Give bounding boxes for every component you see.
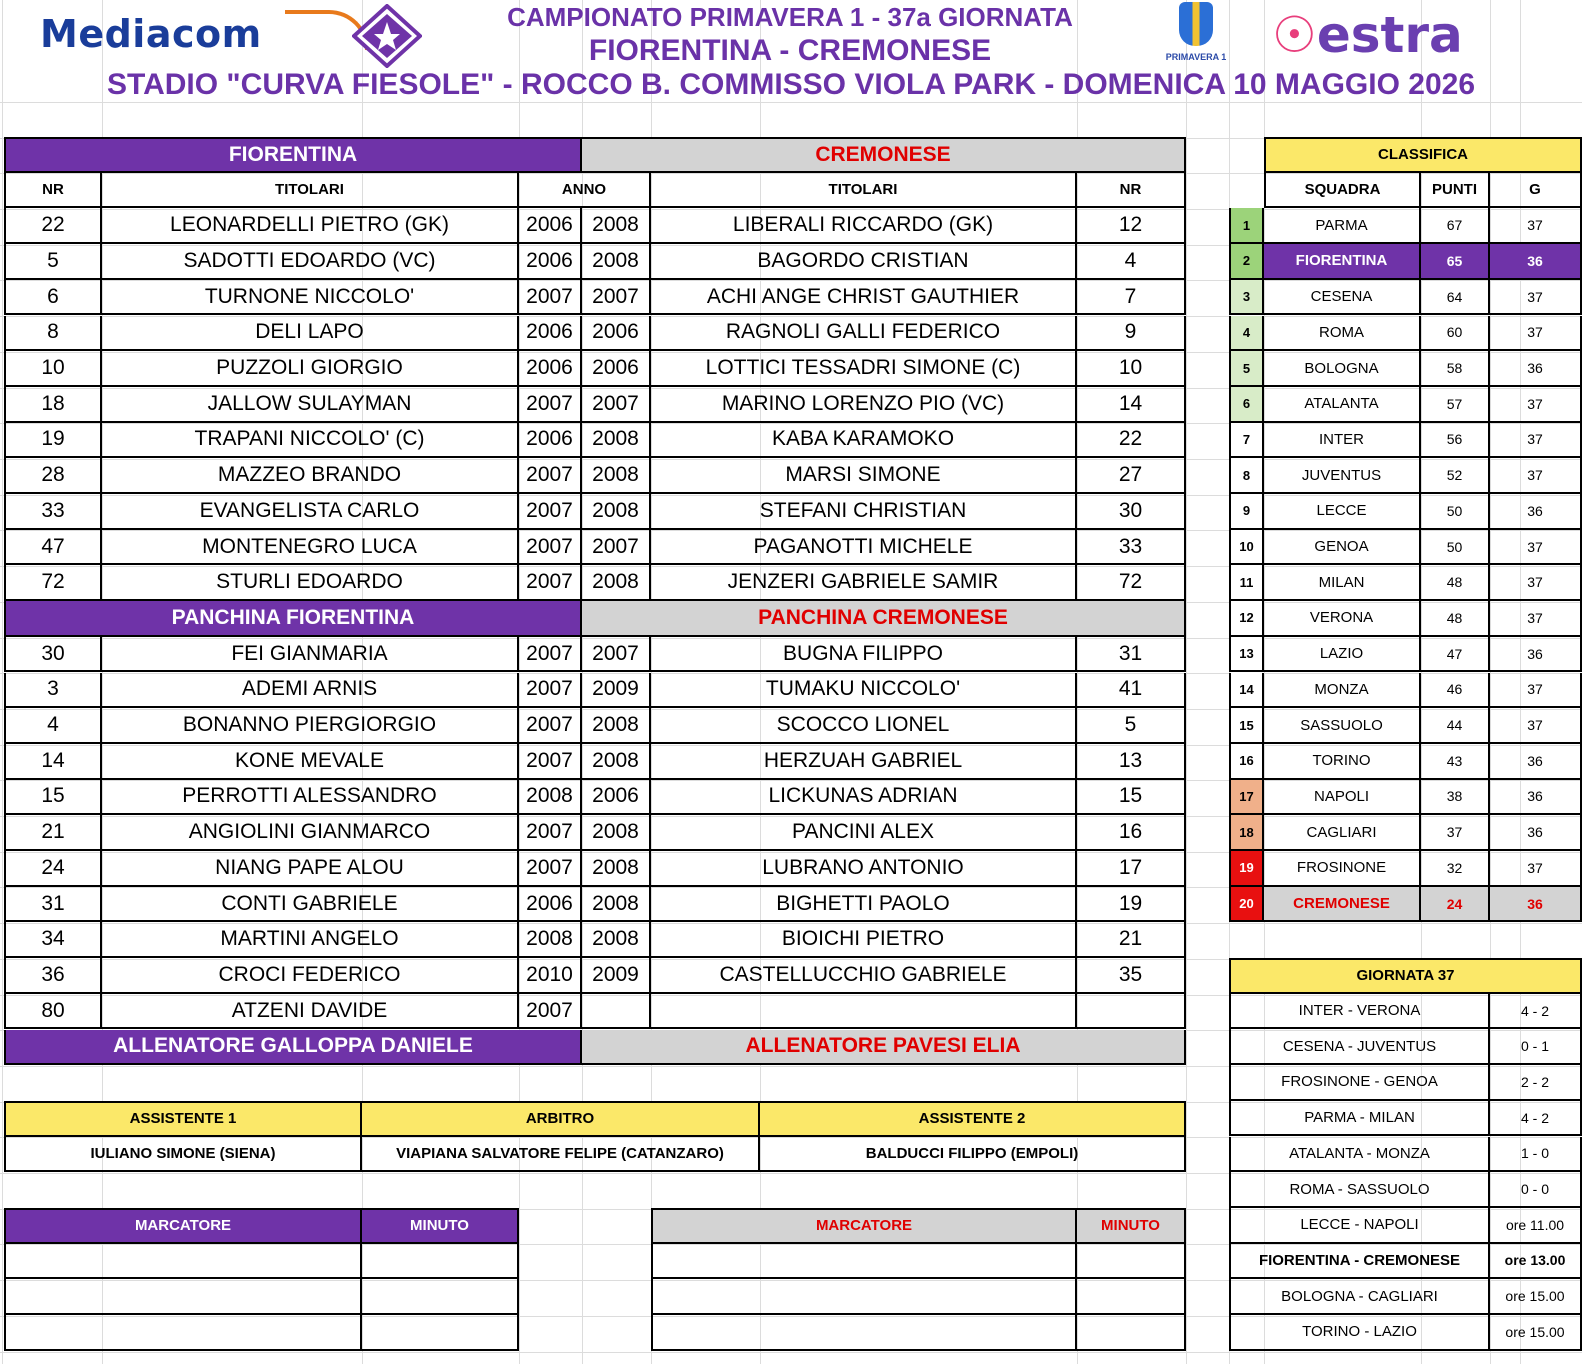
standings-games: 37 [1490, 601, 1582, 637]
standings-position: 15 [1229, 708, 1264, 744]
home-player-name: PERROTTI ALESSANDRO [102, 780, 519, 816]
home-player-year: 2006 [519, 423, 582, 459]
standings-team: SASSUOLO [1264, 708, 1421, 744]
home-player-name: MONTENEGRO LUCA [102, 530, 519, 566]
home-player-year: 2007 [519, 494, 582, 530]
standings-points: 48 [1421, 565, 1490, 601]
away-player-name: SCOCCO LIONEL [651, 708, 1077, 744]
away-player-name: BUGNA FILIPPO [651, 637, 1077, 673]
home-player-number: 47 [4, 530, 102, 566]
home-player-year: 2006 [519, 351, 582, 387]
away-player-name [651, 994, 1077, 1030]
standings-points: 58 [1421, 351, 1490, 387]
away-player-year [582, 994, 651, 1030]
home-player-name: BONANNO PIERGIORGIO [102, 708, 519, 744]
home-player-year: 2007 [519, 744, 582, 780]
standings-team: JUVENTUS [1264, 458, 1421, 494]
standings-position: 16 [1229, 744, 1264, 780]
fixture-result: 0 - 0 [1490, 1172, 1582, 1208]
home-player-name: ANGIOLINI GIANMARCO [102, 815, 519, 851]
standings-games: 37 [1490, 530, 1582, 566]
home-player-number: 10 [4, 351, 102, 387]
standings-team: BOLOGNA [1264, 351, 1421, 387]
standings-position: 1 [1229, 208, 1264, 244]
fixture-match: PARMA - MILAN [1229, 1101, 1490, 1137]
fixture-result: 0 - 1 [1490, 1029, 1582, 1065]
header-championship: CAMPIONATO PRIMAVERA 1 - 37a GIORNATA [507, 2, 1073, 32]
standings-points: 65 [1421, 244, 1490, 280]
fixture-result: 2 - 2 [1490, 1065, 1582, 1101]
standings-position: 13 [1229, 637, 1264, 673]
away-player-name: BAGORDO CRISTIAN [651, 244, 1077, 280]
standings-position: 9 [1229, 494, 1264, 530]
col-nr-away: NR [1077, 173, 1186, 209]
away-player-year: 2008 [582, 208, 651, 244]
standings-team: VERONA [1264, 601, 1421, 637]
away-player-number: 7 [1077, 280, 1186, 316]
fixture-result: 1 - 0 [1490, 1137, 1582, 1173]
away-player-number: 41 [1077, 673, 1186, 709]
away-player-number: 15 [1077, 780, 1186, 816]
home-player-year: 2007 [519, 387, 582, 423]
fixture-match: CESENA - JUVENTUS [1229, 1029, 1490, 1065]
home-player-number: 6 [4, 280, 102, 316]
standings-games: 36 [1490, 744, 1582, 780]
home-player-name: ADEMI ARNIS [102, 673, 519, 709]
away-player-year: 2007 [582, 637, 651, 673]
standings-col-points: PUNTI [1421, 173, 1490, 209]
fixture-result: ore 15.00 [1490, 1315, 1582, 1351]
home-player-year: 2006 [519, 244, 582, 280]
away-player-number: 30 [1077, 494, 1186, 530]
away-player-year: 2008 [582, 458, 651, 494]
standings-team: MONZA [1264, 673, 1421, 709]
referee-name: VIAPIANA SALVATORE FELIPE (CATANZARO) [362, 1137, 760, 1173]
col-anno: ANNO [519, 173, 651, 209]
away-scorer-slot [651, 1244, 1077, 1280]
home-scorer-slot [4, 1244, 362, 1280]
standings-position: 5 [1229, 351, 1264, 387]
standings-position: 20 [1229, 887, 1264, 923]
away-player-number: 31 [1077, 637, 1186, 673]
fixtures-title: GIORNATA 37 [1229, 958, 1582, 994]
fixture-match: ATALANTA - MONZA [1229, 1137, 1490, 1173]
away-player-name: MARINO LORENZO PIO (VC) [651, 387, 1077, 423]
standings-points: 47 [1421, 637, 1490, 673]
standings-position: 8 [1229, 458, 1264, 494]
home-player-name: MAZZEO BRANDO [102, 458, 519, 494]
assistant1-name: IULIANO SIMONE (SIENA) [4, 1137, 362, 1173]
home-scorer-header: MARCATORE [4, 1208, 362, 1244]
standings-games: 37 [1490, 851, 1582, 887]
standings-games: 37 [1490, 316, 1582, 352]
away-team-header: CREMONESE [582, 137, 1186, 173]
fixture-match: FIORENTINA - CREMONESE [1229, 1244, 1490, 1280]
standings-points: 38 [1421, 780, 1490, 816]
away-player-name: LUBRANO ANTONIO [651, 851, 1077, 887]
standings-team: FIORENTINA [1264, 244, 1421, 280]
home-scorer-slot [4, 1315, 362, 1351]
away-minute-slot [1077, 1244, 1186, 1280]
home-player-year: 2010 [519, 958, 582, 994]
standings-points: 37 [1421, 815, 1490, 851]
fixture-result: 4 - 2 [1490, 994, 1582, 1030]
assistant2-label: ASSISTENTE 2 [760, 1101, 1186, 1137]
standings-points: 57 [1421, 387, 1490, 423]
home-player-number: 31 [4, 887, 102, 923]
home-player-year: 2006 [519, 316, 582, 352]
home-player-number: 21 [4, 815, 102, 851]
primavera-cup-icon: PRIMAVERA 1 [1165, 0, 1227, 68]
home-player-number: 3 [4, 673, 102, 709]
home-player-number: 4 [4, 708, 102, 744]
home-player-year: 2007 [519, 851, 582, 887]
away-player-name: BIGHETTI PAOLO [651, 887, 1077, 923]
away-player-year: 2009 [582, 673, 651, 709]
standings-games: 36 [1490, 494, 1582, 530]
away-player-number: 72 [1077, 565, 1186, 601]
home-player-year: 2007 [519, 530, 582, 566]
standings-games: 36 [1490, 815, 1582, 851]
header-match: FIORENTINA - CREMONESE [588, 34, 992, 67]
away-minute-header: MINUTO [1077, 1208, 1186, 1244]
standings-games: 37 [1490, 673, 1582, 709]
away-player-number: 14 [1077, 387, 1186, 423]
home-player-year: 2007 [519, 565, 582, 601]
away-player-name: KABA KARAMOKO [651, 423, 1077, 459]
standings-position: 17 [1229, 780, 1264, 816]
home-player-name: LEONARDELLI PIETRO (GK) [102, 208, 519, 244]
standings-games: 37 [1490, 565, 1582, 601]
standings-team: CAGLIARI [1264, 815, 1421, 851]
away-player-year: 2006 [582, 351, 651, 387]
assistant1-label: ASSISTENTE 1 [4, 1101, 362, 1137]
standings-position: 18 [1229, 815, 1264, 851]
home-minute-slot [362, 1279, 519, 1315]
standings-games: 36 [1490, 637, 1582, 673]
away-bench-header: PANCHINA CREMONESE [582, 601, 1186, 637]
home-player-year: 2007 [519, 458, 582, 494]
home-scorer-slot [4, 1279, 362, 1315]
away-player-number: 16 [1077, 815, 1186, 851]
home-player-year: 2007 [519, 708, 582, 744]
home-player-number: 5 [4, 244, 102, 280]
standings-games: 37 [1490, 423, 1582, 459]
away-scorer-header: MARCATORE [651, 1208, 1077, 1244]
away-player-year: 2007 [582, 530, 651, 566]
away-player-year: 2006 [582, 780, 651, 816]
home-player-name: CROCI FEDERICO [102, 958, 519, 994]
home-coach: ALLENATORE GALLOPPA DANIELE [4, 1030, 582, 1066]
standings-team: MILAN [1264, 565, 1421, 601]
standings-team: PARMA [1264, 208, 1421, 244]
standings-games: 36 [1490, 351, 1582, 387]
away-player-year: 2006 [582, 316, 651, 352]
away-player-number: 10 [1077, 351, 1186, 387]
standings-games: 37 [1490, 208, 1582, 244]
away-player-name: HERZUAH GABRIEL [651, 744, 1077, 780]
away-player-year: 2008 [582, 887, 651, 923]
standings-position: 11 [1229, 565, 1264, 601]
standings-position: 3 [1229, 280, 1264, 316]
header-venue: STADIO "CURVA FIESOLE" - ROCCO B. COMMISSO VIOLA PARK - DOMENICA 10 MAGGIO 2026 [106, 68, 1476, 101]
standings-games: 37 [1490, 458, 1582, 494]
home-player-number: 72 [4, 565, 102, 601]
standings-points: 50 [1421, 530, 1490, 566]
standings-points: 44 [1421, 708, 1490, 744]
fixture-result: 4 - 2 [1490, 1101, 1582, 1137]
home-player-number: 24 [4, 851, 102, 887]
standings-team: NAPOLI [1264, 780, 1421, 816]
home-player-year: 2007 [519, 280, 582, 316]
away-player-number: 19 [1077, 887, 1186, 923]
away-scorer-slot [651, 1315, 1077, 1351]
standings-points: 64 [1421, 280, 1490, 316]
away-player-name: PAGANOTTI MICHELE [651, 530, 1077, 566]
fixture-result: ore 11.00 [1490, 1208, 1582, 1244]
away-player-name: LIBERALI RICCARDO (GK) [651, 208, 1077, 244]
standings-position: 12 [1229, 601, 1264, 637]
home-player-name: DELI LAPO [102, 316, 519, 352]
away-player-year: 2007 [582, 280, 651, 316]
standings-games: 37 [1490, 387, 1582, 423]
standings-col-games: G [1490, 173, 1582, 209]
standings-points: 52 [1421, 458, 1490, 494]
away-player-number: 12 [1077, 208, 1186, 244]
away-player-year: 2007 [582, 387, 651, 423]
away-player-number: 27 [1077, 458, 1186, 494]
home-player-number: 30 [4, 637, 102, 673]
standings-points: 24 [1421, 887, 1490, 923]
estra-logo: ☉estra [1272, 6, 1463, 64]
away-player-year: 2008 [582, 494, 651, 530]
standings-title: CLASSIFICA [1264, 137, 1582, 173]
away-player-name: RAGNOLI GALLI FEDERICO [651, 316, 1077, 352]
standings-team: FROSINONE [1264, 851, 1421, 887]
standings-points: 43 [1421, 744, 1490, 780]
fixture-result: ore 13.00 [1490, 1244, 1582, 1280]
home-player-number: 14 [4, 744, 102, 780]
home-player-year: 2008 [519, 922, 582, 958]
home-player-number: 15 [4, 780, 102, 816]
home-player-name: SADOTTI EDOARDO (VC) [102, 244, 519, 280]
home-player-name: CONTI GABRIELE [102, 887, 519, 923]
away-player-year: 2008 [582, 744, 651, 780]
col-nr-home: NR [4, 173, 102, 209]
assistant2-name: BALDUCCI FILIPPO (EMPOLI) [760, 1137, 1186, 1173]
standings-team: LAZIO [1264, 637, 1421, 673]
away-player-year: 2008 [582, 922, 651, 958]
home-player-year: 2007 [519, 994, 582, 1030]
standings-position: 10 [1229, 530, 1264, 566]
away-player-number: 9 [1077, 316, 1186, 352]
home-player-name: KONE MEVALE [102, 744, 519, 780]
away-player-name: ACHI ANGE CHRIST GAUTHIER [651, 280, 1077, 316]
home-player-year: 2006 [519, 208, 582, 244]
away-player-year: 2008 [582, 851, 651, 887]
fixture-match: INTER - VERONA [1229, 994, 1490, 1030]
away-player-number: 33 [1077, 530, 1186, 566]
standings-team: CESENA [1264, 280, 1421, 316]
standings-team: GENOA [1264, 530, 1421, 566]
home-minute-header: MINUTO [362, 1208, 519, 1244]
away-player-year: 2008 [582, 244, 651, 280]
away-player-year: 2008 [582, 423, 651, 459]
away-scorer-slot [651, 1279, 1077, 1315]
fixture-match: TORINO - LAZIO [1229, 1315, 1490, 1351]
standings-points: 60 [1421, 316, 1490, 352]
away-player-name: TUMAKU NICCOLO' [651, 673, 1077, 709]
home-player-name: TURNONE NICCOLO' [102, 280, 519, 316]
home-player-name: MARTINI ANGELO [102, 922, 519, 958]
away-player-name: LOTTICI TESSADRI SIMONE (C) [651, 351, 1077, 387]
home-player-number: 19 [4, 423, 102, 459]
standings-team: ATALANTA [1264, 387, 1421, 423]
standings-team: ROMA [1264, 316, 1421, 352]
fixture-match: FROSINONE - GENOA [1229, 1065, 1490, 1101]
away-player-number: 17 [1077, 851, 1186, 887]
fixture-match: ROMA - SASSUOLO [1229, 1172, 1490, 1208]
home-player-number: 18 [4, 387, 102, 423]
standings-games: 37 [1490, 708, 1582, 744]
home-player-number: 22 [4, 208, 102, 244]
standings-position: 6 [1229, 387, 1264, 423]
away-player-year: 2008 [582, 815, 651, 851]
away-player-year: 2008 [582, 708, 651, 744]
fiorentina-crest-icon [352, 4, 422, 68]
standings-games: 36 [1490, 780, 1582, 816]
home-player-name: FEI GIANMARIA [102, 637, 519, 673]
mediacom-logo: Mediacom [40, 12, 330, 56]
standings-games: 36 [1490, 887, 1582, 923]
away-player-number: 35 [1077, 958, 1186, 994]
home-player-year: 2006 [519, 887, 582, 923]
standings-points: 50 [1421, 494, 1490, 530]
standings-points: 56 [1421, 423, 1490, 459]
fixture-match: BOLOGNA - CAGLIARI [1229, 1279, 1490, 1315]
fixture-match: LECCE - NAPOLI [1229, 1208, 1490, 1244]
standings-position: 14 [1229, 673, 1264, 709]
standings-position: 2 [1229, 244, 1264, 280]
home-player-year: 2007 [519, 637, 582, 673]
home-player-number: 80 [4, 994, 102, 1030]
away-minute-slot [1077, 1279, 1186, 1315]
home-player-name: NIANG PAPE ALOU [102, 851, 519, 887]
home-minute-slot [362, 1315, 519, 1351]
home-player-name: PUZZOLI GIORGIO [102, 351, 519, 387]
away-player-name: CASTELLUCCHIO GABRIELE [651, 958, 1077, 994]
col-titolari-away: TITOLARI [651, 173, 1077, 209]
standings-team: LECCE [1264, 494, 1421, 530]
away-player-number: 13 [1077, 744, 1186, 780]
away-player-year: 2008 [582, 565, 651, 601]
standings-points: 32 [1421, 851, 1490, 887]
home-player-number: 34 [4, 922, 102, 958]
home-player-name: STURLI EDOARDO [102, 565, 519, 601]
away-player-name: MARSI SIMONE [651, 458, 1077, 494]
standings-position: 19 [1229, 851, 1264, 887]
away-player-number [1077, 994, 1186, 1030]
standings-team: TORINO [1264, 744, 1421, 780]
away-player-number: 4 [1077, 244, 1186, 280]
home-player-number: 33 [4, 494, 102, 530]
home-player-year: 2007 [519, 673, 582, 709]
home-player-year: 2007 [519, 815, 582, 851]
standings-points: 46 [1421, 673, 1490, 709]
standings-position: 4 [1229, 316, 1264, 352]
away-player-name: STEFANI CHRISTIAN [651, 494, 1077, 530]
fixture-result: ore 15.00 [1490, 1279, 1582, 1315]
home-player-name: ATZENI DAVIDE [102, 994, 519, 1030]
away-player-name: BIOICHI PIETRO [651, 922, 1077, 958]
standings-team: INTER [1264, 423, 1421, 459]
home-bench-header: PANCHINA FIORENTINA [4, 601, 582, 637]
standings-games: 36 [1490, 244, 1582, 280]
home-player-year: 2008 [519, 780, 582, 816]
home-player-name: JALLOW SULAYMAN [102, 387, 519, 423]
away-player-name: JENZERI GABRIELE SAMIR [651, 565, 1077, 601]
away-coach: ALLENATORE PAVESI ELIA [582, 1030, 1186, 1066]
away-player-name: PANCINI ALEX [651, 815, 1077, 851]
away-player-year: 2009 [582, 958, 651, 994]
standings-position: 7 [1229, 423, 1264, 459]
standings-games: 37 [1490, 280, 1582, 316]
home-player-number: 36 [4, 958, 102, 994]
home-team-header: FIORENTINA [4, 137, 582, 173]
home-player-name: TRAPANI NICCOLO' (C) [102, 423, 519, 459]
home-player-number: 28 [4, 458, 102, 494]
away-player-name: LICKUNAS ADRIAN [651, 780, 1077, 816]
away-minute-slot [1077, 1315, 1186, 1351]
away-player-number: 22 [1077, 423, 1186, 459]
col-titolari-home: TITOLARI [102, 173, 519, 209]
standings-team: CREMONESE [1264, 887, 1421, 923]
away-player-number: 21 [1077, 922, 1186, 958]
away-player-number: 5 [1077, 708, 1186, 744]
standings-col-team: SQUADRA [1264, 173, 1421, 209]
standings-points: 48 [1421, 601, 1490, 637]
home-player-number: 8 [4, 316, 102, 352]
home-player-name: EVANGELISTA CARLO [102, 494, 519, 530]
home-minute-slot [362, 1244, 519, 1280]
standings-points: 67 [1421, 208, 1490, 244]
referee-label: ARBITRO [362, 1101, 760, 1137]
